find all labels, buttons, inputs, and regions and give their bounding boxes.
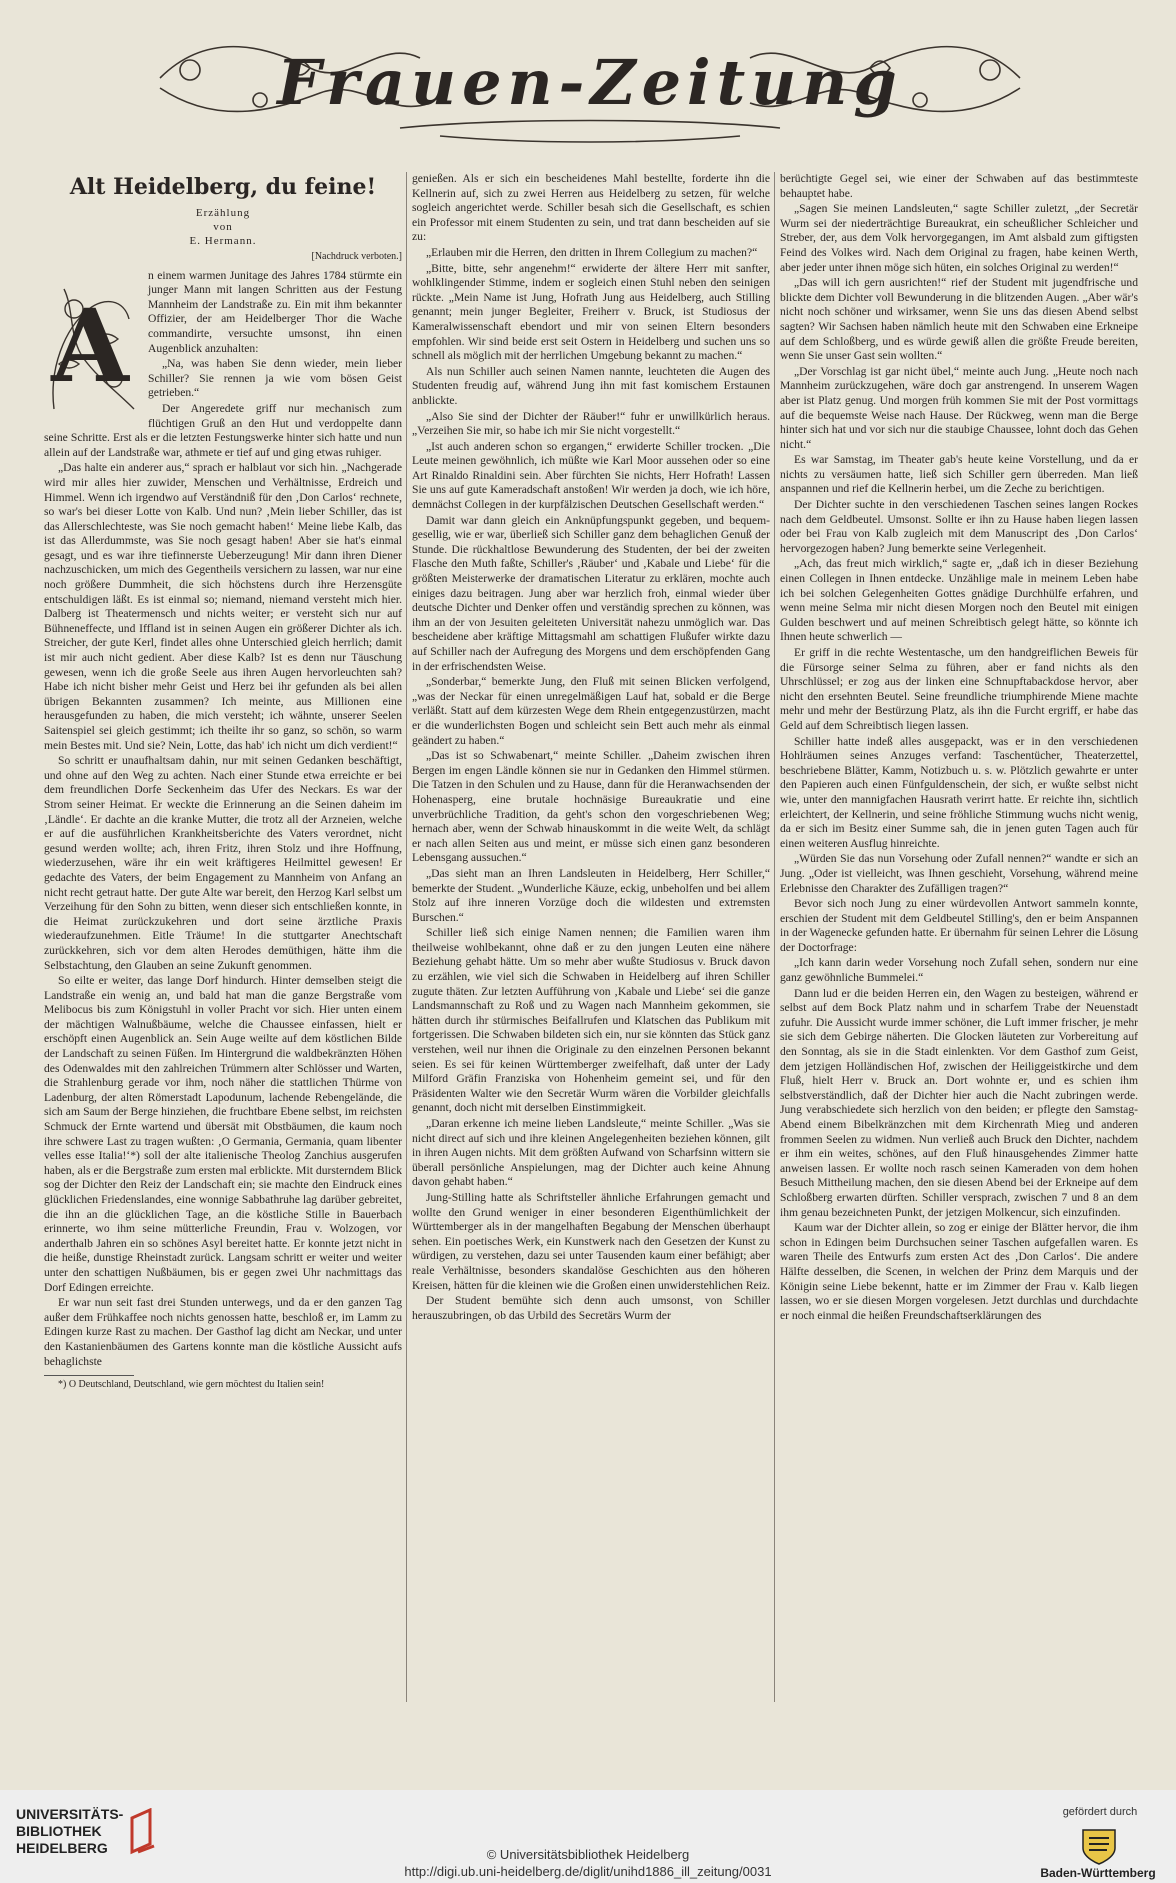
story-by: von (213, 221, 233, 233)
paragraph: berüchtigte Gegel sei, wie einer der Schwaben auf das bestimmteste behauptet habe. (780, 172, 1138, 200)
paragraph: Damit war dann gleich ein Anknüpfungspunkt gegeben, und bequem-gesellig, wie er war, überließ sich Schiller ganz dem behaglichen Genuß der Stunde. Die rückhaltlose Bewunderung des Studenten, der bei der zweiten Flasche den Muth faßte, Schiller's ‚Räuber‘ und ‚Kabale und Liebe‘ für die größten Meisterwerke der dramatischen Literatur zu erklären, mochte auch einiges dazu beitragen. Jung aber war herzlich froh, einmal wieder über deutsche Dichter und Denker offen und verständig sprechen zu können, was ihm an der von Jesuiten geleiteten Universität nahezu unmöglich war. Das bescheidene aber kräftige Mittagsmahl am schattigen Flußufer wirkte dazu auf Schiller nach der Aufregung des Morgens und dem erschöpfenden Gang in der erfrischendsten Weise. (412, 513, 770, 673)
paragraph: „Würden Sie das nun Vorsehung oder Zufall nennen?“ wandte er sich an Jung. „Oder ist vielleicht, was Ihnen geschieht, Vorsehung, während meine Erlebnisse den Charakter des Zufälligen tragen?“ (780, 852, 1138, 895)
sponsor-label: gefördert durch (1062, 1806, 1138, 1818)
paragraph: Der Dichter suchte in den verschiedenen Taschen seines langen Rockes nach dem Geldbeutel. Umsonst. Sollte er ihn zu Hause haben liegen lassen oder bei Frau von Kalb zugleich mit dem Manuscript des ‚Don Carlos‘ hervorgezogen haben? Jung bemerkte seine Verlegenheit. (780, 498, 1138, 555)
paragraph: Schiller hatte indeß alles ausgepackt, was er in den verschiedenen Hohlräumen seines Anzuges verfand: Taschentücher, Theaterzettel, beschriebene Blätter, Kamm, Notizbuch u. s. w. Plötzlich gewahrte er unter den Papieren auch einen Fünfguldenschein, der sich, er wußte selbst nicht wie, unter den mannigfachen Hausrath verirrt hatte. Er reichte ihn, sichtlich erleichtert, der Kellnerin, und seine fröhliche Stimmung wuchs nicht wenig, da er sich im Besitz einer Summe sah, die in jenen guten Tagen auch für einen weiteren Ausflug hinreichte. (780, 734, 1138, 850)
paragraph: „Bitte, bitte, sehr angenehm!“ erwiderte der ältere Herr mit sanfter, wohlklingender Stimme, indem er sogleich einen Stuhl neben den seinigen rückte. „Mein Name ist Jung, Hofrath Jung aus Heidelberg, auch Stilling genannt; mein junger Begleiter, Freiherr v. Bruck, ist Studiosus der Kameralwissenschaft ebendort und mir von seinen Eltern besonders empfohlen. Wir sind beide erst seit Ostern in Heidelberg und suchen uns so schnell als möglich mit der herrlichen Umgebung bekannt zu machen.“ (412, 261, 770, 363)
initial-ornament-icon (44, 269, 142, 419)
library-name-line3: HEIDELBERG (16, 1840, 108, 1856)
paragraph: Er war nun seit fast drei Stunden unterwegs, und da er den ganzen Tag außer dem Frühkaffee noch nichts genossen hatte, beschloß er, im Lamm zu Edingen kurze Rast zu machen. Der Gasthof lag dicht am Neckar, und unter den Kastanienbäumen des Gartens konnte man die köstliche Aussicht aufs behaglichste (44, 1296, 402, 1368)
paragraph: So schritt er unaufhaltsam dahin, nur mit seinen Gedanken beschäftigt, und ohne auf den Weg zu achten. Nach einer Stunde etwa erreichte er bei dem freundlichen Dorfe Seckenheim das Ufer des Neckars. Es war der Strom seiner Heimat. Er weckte die Erinnerung an die Seinen daheim im ‚Ländle‘. Er dachte an die kranke Mutter, die trotz all der Arzneien, welche er auf die ausführlichen Krankheitsberichte des Vaters verordnet, nicht gesund werden wollte; ach, ihren Fritz, ihren Stolz und ihre Hoffnung, wiederzusehen, wäre ihr ein weit kräftigeres Heilmittel gewesen! Er gedachte des Vaters, der beim Engagement zu Mannheim von Anfang an nicht recht getraut hatte. Der gute Alte war bereit, den Herzog Karl selbst um Verzeihung für den Sohn zu bitten, wenn dieser sich entschließen konnte, in die Heimat zurückzukehren und dort seine ärztliche Praxis wiederaufzunehmen. Eitle Träume! In die stuttgarter Anechtschaft zurückkehren, sich vor dem alten Herodes demüthigen, hätte ihm die Selbstachtung, den Glauben an seine Zukunft genommen. (44, 754, 402, 972)
footnote-divider (44, 1375, 134, 1376)
paragraph: Schiller ließ sich einige Namen nennen; die Familien waren ihm theilweise wohlbekannt, ohne daß er zu den jungen Leuten eine nähere Beziehung gehabt hätte. Um so mehr aber wußte Studiosus v. Bruck davon zu erzählen, wie viel sich die Schwaben in Heidelberg auf ihren Schiller zugute thäten. Zur letzten Aufführung von ‚Kabale und Liebe‘ sei die ganze Landsmannschaft zu Roß und zu Wagen nach Mannheim gekommen, sie hätten durch ihr stürmisches Beifallrufen und Klatschen das Publikum mit fortgerissen. Die Schwaben bildeten sich ein, nur sie könnten das Stück ganz verstehen, weil nur ihnen die Originale zu den einzelnen Personen bekannt seien. Es sei für keinen Württemberger zweifelhaft, daß unter der Lady Milford Gräfin Franziska von Hohenheim gemeint sei, und für den Präsidenten Walter wie den Secretär Wurm wären die Vorbilder gleichfalls genannt, doch nicht mit derselben Einstimmigkeit. (412, 926, 770, 1115)
paragraph: „Das sieht man an Ihren Landsleuten in Heidelberg, Herr Schiller,“ bemerkte der Student. „Wunderliche Käuze, eckig, unbeholfen und bei allem Stolz auf ihre inneren Vorzüge doch die wildesten und extremsten Burschen.“ (412, 866, 770, 924)
column-divider (406, 172, 407, 1702)
footnote: *) O Deutschland, Deutschland, wie gern möchtest du Italien sein! (58, 1379, 325, 1391)
paragraph: „Sonderbar,“ bemerkte Jung, den Fluß mit seinen Blicken verfolgend, „was der Neckar für einen unregelmäßigen Lauf hat, sobald er die Berge verläßt. Statt auf dem kürzesten Wege dem Rhein entgegenzustürzen, macht er die wunderlichsten Bogen und schleicht sein Bett auch mehr als einmal geändert zu haben.“ (412, 675, 770, 747)
paragraph: Der Angeredete griff nur mechanisch zum flüchtigen Gruß an den Hut und verdoppelte dann seine Schritte. Erst als er die letzten Festungswerke hinter sich hatte und nun allein auf der Landstraße war, athmete er tief auf und ging etwas ruhiger. (44, 401, 402, 459)
library-name-line1: UNIVERSITÄTS- (16, 1806, 124, 1822)
copyright-block (0, 1846, 1176, 1880)
paragraph: „Ist auch anderen schon so ergangen,“ erwiderte Schiller trocken. „Die Leute meinen gewöhnlich, ich müßte wie Karl Moor aussehen oder so eine Art Rinaldo Rinaldini sein. Aber fürchten Sie nichts, Herr Hofrath! Lassen Sie uns auf gute Kameradschaft anstoßen! Wir werden ja doch, wie ich höre, demnächst Collegen in der kurpfälzischen Deutschen Gesellschaft werden.“ (412, 439, 770, 512)
coat-of-arms-icon (1075, 1826, 1123, 1866)
column-3 (780, 172, 1138, 1712)
reprint-notice: [Nachdruck verboten.] (311, 251, 402, 262)
column-1 (44, 172, 402, 1712)
paragraph: „Der Vorschlag ist gar nicht übel,“ meinte auch Jung. „Heute noch nach Mannheim zurückzugehen, wäre doch gar anstrengend. In unserem Wagen aber ist Platz genug. Und morgen früh kommen Sie mit der Post vormittags auf die bequemste Weise nach Hause. Der Rückweg, wenn man die Berge hinter sich hat und vor sich nur die staubige Chaussee, lohnt doch das Gehen nicht.“ (780, 364, 1138, 451)
paragraph: Er griff in die rechte Westentasche, um den handgreiflichen Beweis für die Fürsorge seiner Selma zu führen, aber er fand nichts als den Uhrschlüssel; er zog aus der linken eine Schnupftabackdose hervor, aber nicht den ersehnten Beutel. Seine freundliche triumphirende Miene machte mehr und mehr der Bestürzung Platz, als ihn die Furcht ergriff, er habe das Geld auf dem Schreibtisch liegen lassen. (780, 646, 1138, 732)
paragraph: „Daran erkenne ich meine lieben Landsleute,“ meinte Schiller. „Was sie nicht direct auf sich und ihre kleinen Angelegenheiten beziehen können, gilt in ihren Augen nichts. Mit dem größten Aufwand von Scharfsinn wittern sie überall persönliche Anspielungen, mag der Dichter auch keine Ahnung davon gehabt haben.“ (412, 1117, 770, 1189)
paragraph: genießen. Als er sich ein bescheidenes Mahl bestellte, forderte ihn die Kellnerin auf, sich zu zwei Herren aus Heidelberg zu setzen, für welche sogleich angerichtet werde. Schiller besah sich die Gesellschaft, es schien ein Professor mit einem Studenten zu sein, und trat dann bescheiden auf sie zu: (412, 172, 770, 244)
column-2 (412, 172, 770, 1712)
story-title: Alt Heidelberg, du feine! (69, 174, 377, 200)
paragraph: „Ich kann darin weder Vorsehung noch Zufall sehen, sondern nur eine ganz gewöhnliche Bummelei.“ (780, 956, 1138, 985)
paragraph: Es war Samstag, im Theater gab's heute keine Vorstellung, und da er nichts zu versäumen hatte, ließ sich Schiller gern überreden. Man ließ anspannen und rief die Kellnerin herbei, um die Zeche zu berichtigen. (780, 453, 1138, 496)
story-genre: Erzählung (195, 207, 251, 219)
paragraph: Als nun Schiller auch seinen Namen nannte, leuchteten die Augen des Studenten freudig auf, während Jung ihn mit fast komischem Erstaunen anblickte. (412, 364, 770, 407)
paragraph: „Das ist so Schwabenart,“ meinte Schiller. „Daheim zwischen ihren Bergen im engen Ländle können sie nur in Gedanken den Himmel stürmen. Die Tatzen in den Schulen und zu Hause, dann für die Heranwachsenden der Hohenasperg, eine brutale hochnäsige Bureaukratie und eine unverbrüchliche Tradition, da geht's schon den vorgeschriebenen Weg; hernach aber, wenn der Schwab hinauskommt in die weite Welt, da schlägt er nach allen Seiten aus und meint, er müsse sich einen ganz besonderen Lebensgang aussuchen.“ (412, 749, 770, 865)
paragraph: Dann lud er die beiden Herren ein, den Wagen zu besteigen, während er selbst auf dem Bock Platz nahm und in scharfem Trabe der Neuenstadt zufuhr. Die Aussicht wurde immer schöner, die Luft immer frischer, je mehr sie sich dem Gebirge näherten. Die Glocken läuteten zur Vorbereitung auf den Sonntag, als sie in die Stadt einlenkten. Vor dem Gasthof zum Geist, dem jetzigen Holländischen Hof, zwischen der Heiliggeistkirche und dem Fluß, hielt Herr v. Bruck an. Dort wohnte er, und es schien ihm selbstverständlich, daß der Dichter hier auch die Nacht zubringen werde. Jung verabschiedete sich herzlich von den beiden; er pflegte den Samstag-Abend einem Bibelkränzchen mit dem Kirchenrath Mieg und anderen frommen Seelen zu widmen. Nun verließ auch Bruck den Dichter, nachdem er ihm ein weites, schönes, auf den Fluß hinausgehendes Zimmer hatte anweisen lassen. Er wollte noch rasch seinen Kameraden von dem hohen Besuch Mittheilung machen, den sie diesen Abend bei der Erkneipe auf dem Schloßberg erwarten dürften. Schiller versprach, zwischen 7 und 8 an dem ihm genau bezeichneten Punkt, der jetzigen Molkencur, sich einzufinden. (780, 986, 1138, 1219)
sponsor-name: Baden-Württemberg (1040, 1866, 1156, 1880)
paragraph: „Das halte ein anderer aus,“ sprach er halblaut vor sich hin. „Nachgerade wird mir alles hier zuwider, Menschen und Verhältnisse, Erdreich und Himmel. Wenn ich irgendwo auf Verständniß für den ‚Don Carlos‘ rechnete, so war's bei dieser Lotte von Kalb. Und nun? ‚Mein lieber Schiller, das ist das Allerschlechteste, was Sie noch gemacht haben!‘ Meine liebe Kalb, das ist das Allerdummste, was Sie noch gesagt haben! Aber sie hat's einmal gesagt, und es war ihre tiefinnerste Ueberzeugung! Mir dann ihren Diener nachzuschicken, um mich des Gegentheils versichern zu lassen, war nur eine noch größere Dummheit, die sich höchstens durch ihre Herzensgüte entschuldigen läßt. Es ist einmal so; niemand, niemand versteht mich hier. Dalberg ist Theatermensch und nichts weiter; er versteht sich nur auf Bühneneffecte, und Iffland ist in seinen Augen ein größerer Dichter als ich. Streicher, der gute Kerl, findet alles ohne Unterschied gleich herrlich; damit ist mir auch nicht gedient. Aber diese Kalb? Ist es denn nur Täuschung gewesen, wenn ich die große Seele aus ihren Augen hervorleuchten sah? Habe ich nicht bisher mehr Geist und Herz bei ihr gefunden als bei allen übrigen Bekannten zusammen? Ich meinte, aus Millionen eine herausgefunden zu haben, die mich versteht; ich wähnte, unserer Seelen Saitenspiel sei gleich gestimmt; ich theilte ihr so ganz, so schön, so warm mein Bestes mit. Und sie? Nein, Lotte, das hab' ich nicht um dich verdient!“ (44, 461, 402, 752)
paragraph: „Erlauben mir die Herren, den dritten in Ihrem Collegium zu machen?“ (426, 245, 758, 259)
paragraph: „Also Sie sind der Dichter der Räuber!“ fuhr er unwillkürlich heraus. „Verzeihen Sie mir, so habe ich mir Sie nicht vorgestellt.“ (412, 409, 770, 438)
library-name-line2: BIBLIOTHEK (16, 1823, 102, 1839)
paragraph: „Ach, das freut mich wirklich,“ sagte er, „daß ich in dieser Beziehung einen Collegen in Ihnen entdecke. Unzählige male in meinem Leben habe ich bei solchen Gelegenheiten Gottes gnädige Durchhülfe erfahren, und wenn meine Selma mir nicht diesen Morgen noch den Beutel mit einigen Gulden beschwert und auf meinen Schreibtisch gelegt hätte, so könnte ich Ihnen heute schwerlich — (780, 557, 1138, 644)
masthead-title: Frauen-Zeitung (277, 46, 903, 119)
paragraph: Jung-Stilling hatte als Schriftsteller ähnliche Erfahrungen gemacht und wollte den Grund weniger in einer besonderen Eigenthümlichkeit der Württemberger als in der mangelhaften Begabung der Menschen überhaupt sehen. Ein poetisches Werk, ein Kunstwerk nach den Gesetzen der Kunst zu würdigen, zu verstehen, dazu sei unter Tausenden kaum einer befähigt; aber reale Verhältnisse, besonders skandalöse Geschichten aus den höheren Kreisen, hätten für die kleinen wie die Großen einen unwiderstehlichen Reiz. (412, 1190, 770, 1292)
svg-text:A: A (51, 286, 129, 405)
decorated-initial (44, 269, 142, 419)
copyright-text: © Universitätsbibliothek Heidelberg (486, 1847, 690, 1862)
paragraph: Bevor sich noch Jung zu einer würdevollen Antwort sammeln konnte, erschien der Student mit dem Geldbeutel Stilling's, den er beim Anspannen in der Wagenecke gefunden hatte. Er übernahm für seinen Lehrer die Lösung der Doctorfrage: (780, 897, 1138, 954)
masthead (150, 8, 1030, 158)
story-author: E. Hermann. (189, 235, 257, 247)
paragraph: Kaum war der Dichter allein, so zog er einige der Blätter hervor, die ihm schon in Edingen beim Durchsuchen seiner Taschen aufgefallen waren. Es waren Theile des Entwurfs zum ersten Act des ‚Don Carlos‘. Die andere Hälfte desselben, die Scenen, in welchen der Prinz dem Marquis und der Königin seine Liebe bekennt, hatte er im Zimmer der Frau v. Kalb liegen lassen, wo er sie diesen Morgen vorgelesen. Jetzt durchlas und durchdachte er noch einmal die heißen Freundschaftserklärungen des (780, 1221, 1138, 1322)
paragraph: „Sagen Sie meinen Landsleuten,“ sagte Schiller zuletzt, „der Secretär Wurm sei der niederträchtige Bureaukrat, ein scheußlicher Schleicher und Streber, der, aus dem Volk hervorgegangen, im Amt alsbald zum giftigsten Feind des Volkes wird. Nach dem Original zu fragen, habe keinen Werth, aber jeder unter ihnen möge sich hüten, ein solches Original zu werden!“ (780, 202, 1138, 274)
column-divider (774, 172, 775, 1702)
source-url[interactable]: http://digi.ub.uni-heidelberg.de/diglit/unihd1886_ill_zeitung/0031 (404, 1864, 772, 1879)
paragraph: Der Student bemühte sich denn auch umsonst, von Schiller herauszubringen, ob das Urbild des Secretärs Wurm der (412, 1294, 770, 1322)
paragraph: „Na, was haben Sie denn wieder, mein lieber Schiller? Sie rennen ja wie vom bösen Geist getrieben.“ (148, 357, 402, 400)
paragraph: So eilte er weiter, das lange Dorf hindurch. Hinter demselben steigt die Landstraße ein wenig an, und bald hat man die ganze Bergstraße vom Melibocus bis zum Königstuhl in voller Pracht vor sich. Hier unten einem der mächtigen Walnußbäume, welche die Chaussee einfassen, hielt er erschöpft einen Augenblick an. Sein Auge weilte auf dem köstlichen Bilde der Landschaft zu seinen Füßen. Im Hintergrund die waldbekränzten Höhen des Odenwaldes mit den zahlreichen Trümmern alter Schlösser und Warten, die Strahlenburg gerade vor ihm, noch näher die stattlichen Thürme von Ladenburg, der alten Römerstadt Lapodunum, lachende Rebengelände, die sich am Saum der Berge hinziehen, die fruchtbare Ebene selbst, im reichsten Schmuck der Ernte wartend und übersät mit Obstbäumen, die kaum noch ihre schwere Last zu tragen wußten: ‚O Germania, Germania, quam libenter velles esse Italia!‘*) soll der alte italienische Theolog Zanchius ausgerufen haben, als er die Bergstraße zum ersten mal erblickte. Mit dursterndem Blick sog der Dichter den Reiz der Landschaft ein; sie machte den Eindruck eines glücklichen Friedenslandes, eine wonnige Sabbathruhe lag darüber gebreitet, die ihn an die glücklichen Tage, an die köstliche Stille in Bauerbach erinnerte, wo ihm seine mütterliche Freundin, Frau v. Wolzogen, vor anderthalb Jahren ein so schönes Asyl bereitet hatte. Er konnte jetzt nicht in die heiße, dunstige Rheinstadt zurück. Langsam schritt er weiter und weiter unter den schattigen Nußbäumen, bis er gegen zwei Uhr nachmittags das Dorf Edingen erreichte. (44, 974, 402, 1294)
paragraph: „Das will ich gern ausrichten!“ rief der Student mit jugendfrische und blickte dem Dichter voll Bewunderung in die blitzenden Augen. „Aber wär's nicht noch schöner und wirksamer, wenn Sie uns das diesen Abend selbst sagten? Wir Sachsen haben nämlich heute mit den Schwaben eine Erkneipe auf dem Schloßberg, und es würde gewiß allen die größte Freude bereiten, wenn Sie unser Gast sein wollten.“ (780, 276, 1138, 363)
paragraph: n einem warmen Junitage des Jahres 1784 stürmte ein junger Mann mit langen Schritten aus der Festung Mannheim der Landstraße zu. Ein mit ihm bekannter Offizier, der am Heidelberger Thor die Wache commandirte, versuchte umsonst, ihn einen Augenblick anzuhalten: (148, 268, 402, 355)
